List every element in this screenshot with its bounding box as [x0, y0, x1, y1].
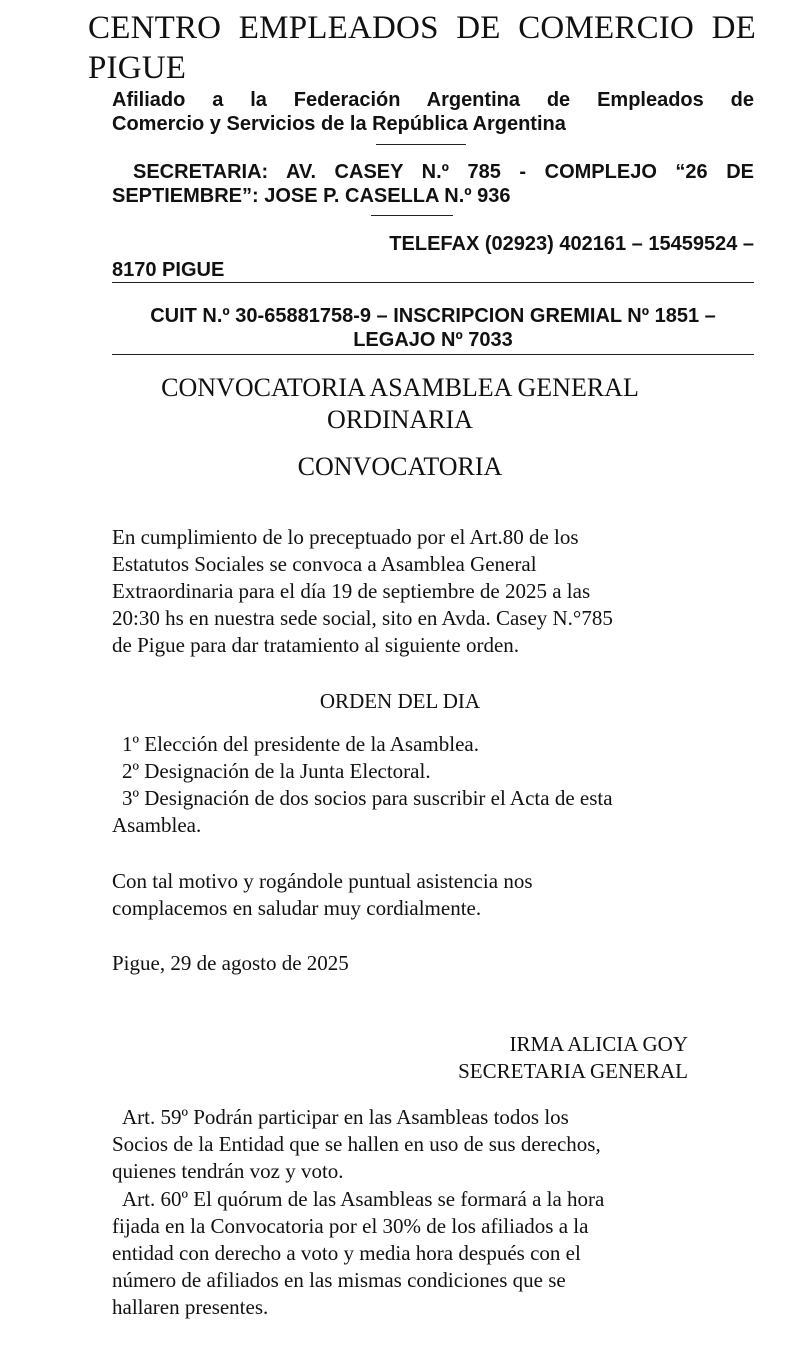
- telefax-line2: 8170 PIGUE: [112, 259, 225, 281]
- signatory-role: SECRETARIA GENERAL: [458, 1059, 688, 1083]
- signatory-name: IRMA ALICIA GOY: [509, 1032, 688, 1056]
- document-subtitle: CONVOCATORIA: [297, 452, 503, 481]
- organization-name-line1: CENTRO EMPLEADOS DE COMERCIO DE: [88, 10, 756, 46]
- orden-item-3-continuation: Asamblea.: [112, 813, 202, 837]
- affiliation-line1: Afiliado a la Federación Argentina de Empleados de: [112, 89, 754, 111]
- affiliation-line2: Comercio y Servicios de la República Argentina: [112, 113, 566, 135]
- article-59-line: Socios de la Entidad que se hallen en uso de sus derechos,: [112, 1132, 601, 1156]
- intro-line: de Pigue para dar tratamiento al siguiente orden.: [112, 633, 520, 657]
- organization-name: [88, 8, 756, 88]
- article-60-line: hallaren presentes.: [112, 1295, 269, 1319]
- secretaria-address-line1: SECRETARIA: AV. CASEY N.º 785 - COMPLEJO “26 DE: [133, 161, 754, 183]
- telefax-line1: TELEFAX (02923) 402161 – 15459524 –: [389, 233, 754, 255]
- intro-line: Extraordinaria para el día 19 de septiembre de 2025 a las: [112, 579, 591, 603]
- article-60-line: número de afiliados en las mismas condiciones que se: [112, 1268, 566, 1292]
- cuit-line2: LEGAJO Nº 7033: [353, 329, 513, 351]
- orden-item-3: 3º Designación de dos socios para suscribir el Acta de esta: [122, 786, 613, 810]
- orden-item-1: 1º Elección del presidente de la Asamblea.: [122, 732, 479, 756]
- cuit-line1: CUIT N.º 30-65881758-9 – INSCRIPCION GREMIAL Nº 1851 –: [150, 305, 716, 327]
- article-60-line: entidad con derecho a voto y media hora después con el: [112, 1241, 581, 1265]
- intro-line: 20:30 hs en nuestra sede social, sito en Avda. Casey N.°785: [112, 606, 613, 630]
- secretaria-underline: [371, 215, 453, 216]
- orden-del-dia-heading: ORDEN DEL DIA: [319, 689, 481, 713]
- document-title-line2: ORDINARIA: [327, 405, 473, 434]
- article-59-line: Art. 59º Podrán participar en las Asambleas todos los: [122, 1105, 569, 1129]
- secretaria-address-line2: SEPTIEMBRE”: JOSE P. CASELLA N.º 936: [112, 185, 511, 207]
- closing-line2: complacemos en saludar muy cordialmente.: [112, 896, 482, 920]
- organization-name-line2: PIGUE: [88, 50, 187, 86]
- article-60-line: fijada en la Convocatoria por el 30% de los afiliados a la: [112, 1214, 589, 1238]
- article-59-line: quienes tendrán voz y voto.: [112, 1159, 344, 1183]
- article-60-line: Art. 60º El quórum de las Asambleas se formará a la hora: [122, 1187, 605, 1211]
- cuit-rule: [112, 354, 754, 355]
- closing-line1: Con tal motivo y rogándole puntual asistencia nos: [112, 869, 533, 893]
- intro-line: En cumplimiento de lo preceptuado por el Art.80 de los: [112, 525, 579, 549]
- place-and-date: Pigue, 29 de agosto de 2025: [112, 951, 349, 975]
- document-title-line1: CONVOCATORIA ASAMBLEA GENERAL: [161, 373, 639, 402]
- intro-line: Estatutos Sociales se convoca a Asamblea General: [112, 552, 537, 576]
- telefax-rule: [112, 282, 754, 283]
- orden-item-2: 2º Designación de la Junta Electoral.: [122, 759, 431, 783]
- affiliation-underline: [376, 144, 466, 145]
